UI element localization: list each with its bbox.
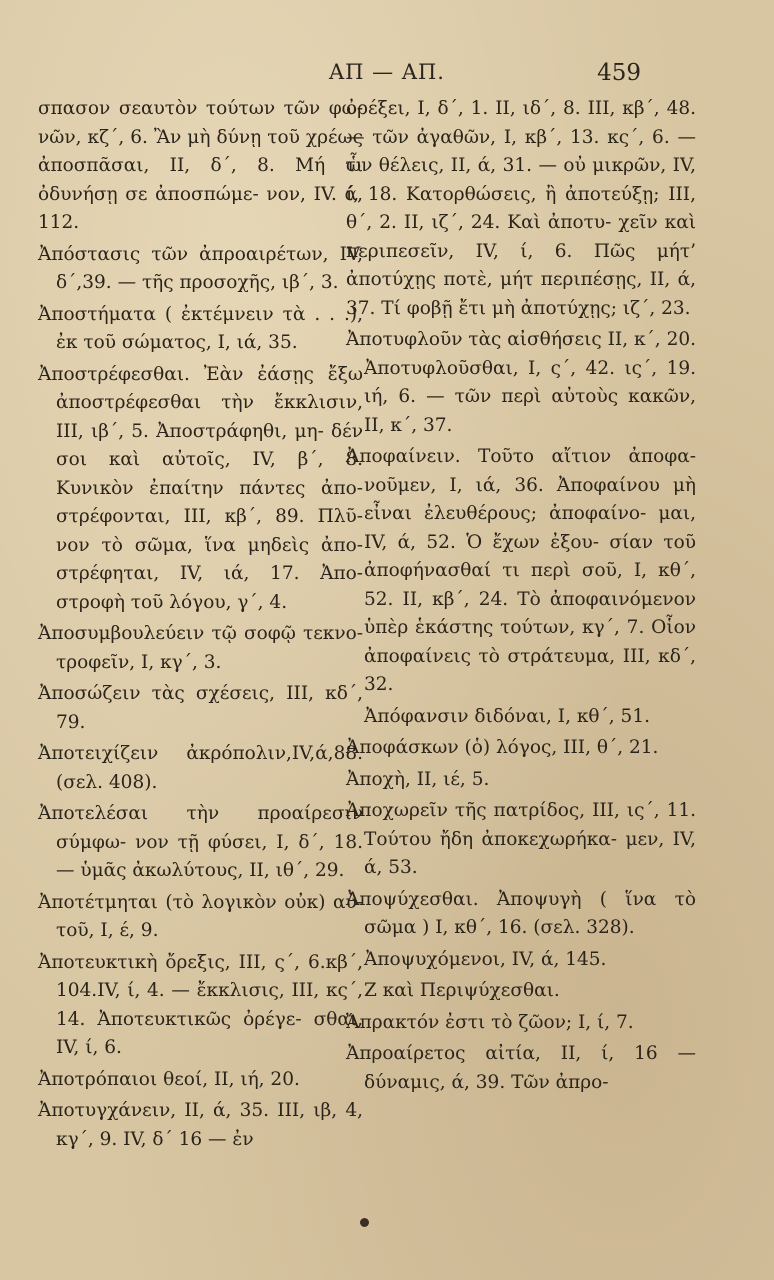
index-entry: Ἀποψυχόμενοι, IV, ά, 145. <box>364 948 607 970</box>
index-entry: Ἀπροαίρετος αἰτία, II, ί, 16 — δύναμις, ά, 39. Τῶν ἀπρο- <box>346 1043 696 1093</box>
index-entry: Ἀποφαίνειν. Τοῦτο αἴτιον ἀποφα- νοῦμεν, I, ιά, 36. Ἀποφαίνου μὴ εἶναι ἐλευθέρους; ἀποφαίνο- μαι, IV, ά, 52. Ὁ ἔχων ἐξου- σίαν τοῦ ἀποφήνασθαί τι περὶ σοῦ, I, κθ΄, 52. II, κβ΄, 24. Τὸ ἀποφαινόμενον ὑπὲρ ἑκάστης τούτων, κγ΄, 7. Οἷον ἀποφαίνεις τὸ στράτευμα, III, κδ΄, 32. <box>346 446 696 695</box>
page-header <box>0 58 774 98</box>
index-entry: Ἀποφάσκων (ὁ) λόγος, III, θ΄, 21. <box>346 737 659 758</box>
index-entry: Ἀποτυγχάνειν, II, ά, 35. III, ιβ, 4, κγ΄, 9. IV, δ΄ 16 — ἐν <box>38 1100 363 1150</box>
index-entry: Ἄπρακτόν ἐστι τὸ ζῶον; I, ί, 7. <box>346 1011 634 1033</box>
index-entry: Ἀπόφανσιν διδόναι, I, κθ΄, 51. <box>364 705 650 727</box>
index-entry: Ἀποχωρεῖν τῆς πατρίδος, III, ις΄, 11. Τούτου ἤδη ἀποκεχωρήκα- μεν, IV, ά, 53. <box>346 800 696 878</box>
left-column <box>38 95 363 1157</box>
index-entry: Ἀποτυφλοῦν τὰς αἰσθήσεις II, κ΄, 20. Ἀποτυφλοῦσθαι, I, ς΄, 42. ις΄, 19. ιή, 6. — τῶν περὶ αὐτοὺς κακῶν, II, κ΄, 37. <box>346 329 696 436</box>
index-entry: Ἀποχὴ, II, ιέ, 5. <box>346 768 490 790</box>
index-entry: Ἀποσώζειν τὰς σχέσεις, III, κδ΄, 79. <box>38 683 363 733</box>
running-head: ΑΠ — ΑΠ. <box>329 60 445 84</box>
index-entry: Ἀποτευκτικὴ ὄρεξις, III, ς΄, 6.κβ΄, 104.IV, ί, 4. — ἔκκλισις, III, κς΄, 14. Ἀποτευκτικῶς ὀρέγε- σθαι, IV, ί, 6. <box>38 951 363 1058</box>
index-entry: Ἀποτέτμηται (τὸ λογικὸν οὐκ) αὐ- τοῦ, I, έ, 9. <box>38 891 363 941</box>
index-entry: Ἀποψύχεσθαι. Ἀποψυγὴ ( ἵνα τὸ σῶμα ) I, κθ΄, 16. (σελ. 328). <box>346 888 696 938</box>
right-column <box>346 95 696 1100</box>
index-entry: Ἀποστρέφεσθαι. Ἐὰν ἐάσῃς ἔξω ἀποστρέφεσθαι τὴν ἔκκλισιν, III, ιβ΄, 5. Ἀποστράφηθι, μη- δέν σοι καὶ αὐτοῖς, IV, β΄, 8. Κυνικὸν ἐπαίτην πάντες ἀπο- στρέφονται, III, κβ΄, 89. Πλῦ- νον τὸ σῶμα, ἵνα μηδεὶς ἀπο- στρέφηται, IV, ιά, 17. Ἀπο- στροφὴ τοῦ λόγου, γ΄, 4. <box>38 363 363 613</box>
index-entry: ὀρέξει, I, δ΄, 1. II, ιδ΄, 8. III, κβ΄, 48. — τῶν ἀγαθῶν, I, κβ΄, 13. κς΄, 6. — ὧν θέλεις, II, ά, 31. — οὐ μικρῶν, IV, ί, 18. Κατορθώσεις, ἢ ἀποτεύξῃ; III, θ΄, 2. II, ιζ΄, 24. Καὶ ἀποτυ- χεῖν καὶ περιπεσεῖν, IV, ί, 6. Πῶς μήτ’ ἀποτύχῃς ποτὲ, μήτ περιπέσῃς, II, ά, 37. Τί φοβῇ ἔτι μὴ ἀποτύχῃς; ιζ΄, 23. <box>346 98 696 319</box>
index-entry: Ἀπόστασις τῶν ἀπροαιρέτων, IV, δ΄,39. — τῆς προσοχῆς, ιβ΄, 3. <box>38 243 363 293</box>
index-entry: σπασον σεαυτὸν τούτων τῶν φω- νῶν, κζ΄, 6. Ἂν μὴ δύνῃ τοῦ χρέως ἀποσπᾶσαι, II, δ΄, 8. Μή τι ὀδυνήσῃ σε ἀποσπώμε- νον, IV. ά, 112. <box>38 98 363 233</box>
index-entry: Ἀποστήματα ( ἐκτέμνειν τὰ . . .), ἐκ τοῦ σώματος, I, ιά, 35. <box>38 303 363 353</box>
index-entry: Ζ καὶ Περιψύχεσθαι. <box>364 980 560 1001</box>
page-number: 459 <box>597 60 641 86</box>
ink-spot-ornament <box>360 1218 369 1227</box>
index-entry: Ἀποτελέσαι τὴν προαίρεσιν σύμφω- νον τῇ φύσει, I, δ΄, 18. — ὑμᾶς ἀκωλύτους, II, ιθ΄, 29. <box>38 803 363 881</box>
index-entry: Ἀποσυμβουλεύειν τῷ σοφῷ τεκνο- τροφεῖν, I, κγ΄, 3. <box>38 623 363 673</box>
index-entry: Ἀποτειχίζειν ἀκρόπολιν,IV,ά,88. (σελ. 408). <box>38 743 363 793</box>
index-entry: Ἀποτρόπαιοι θεοί, II, ιή, 20. <box>38 1068 300 1090</box>
